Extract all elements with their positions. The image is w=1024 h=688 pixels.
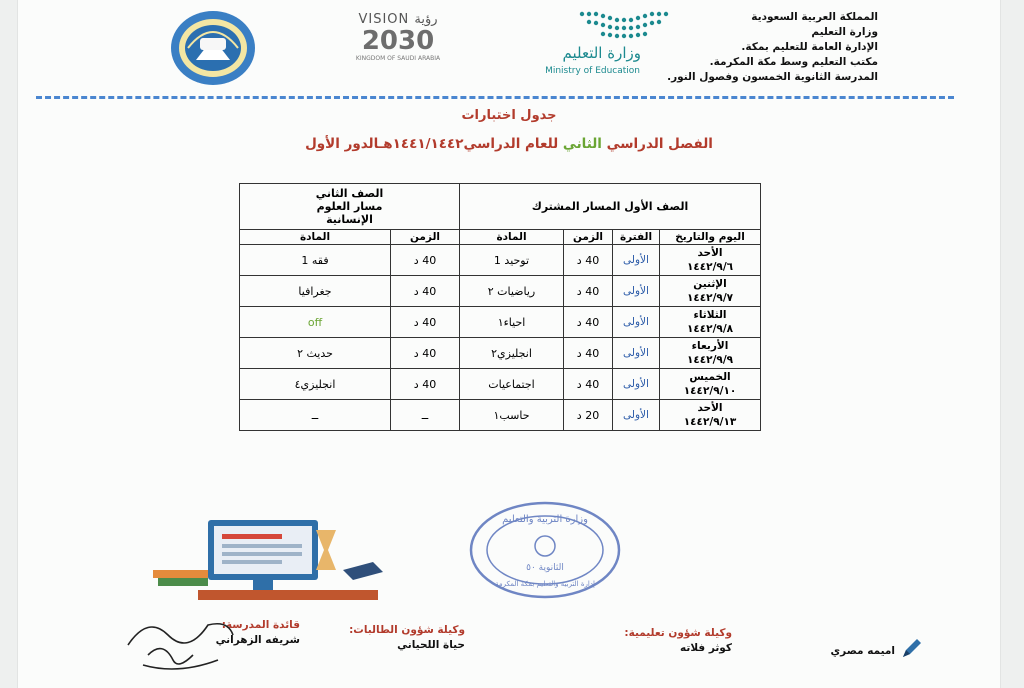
col-subject-2: المادة xyxy=(240,230,391,245)
subject-cell: رياضيات ٢ xyxy=(460,276,564,307)
ministry-line: الإدارة العامة للتعليم بمكة. xyxy=(741,41,878,53)
day-name: الأحد xyxy=(697,402,723,414)
time-cell-2: 40 د xyxy=(391,307,460,338)
official-stamp xyxy=(468,500,623,600)
time-cell-2: 40 د xyxy=(391,369,460,400)
subtitle-part: للعام الدراسي١٤٤١/١٤٤٢هـالدور الأول xyxy=(305,136,563,152)
group-second-line: مسار العلوم xyxy=(316,200,383,213)
subject-cell: اجتماعيات xyxy=(460,369,564,400)
day-name: الثلاثاء xyxy=(693,309,727,321)
period-cell: الأولى xyxy=(613,245,660,276)
prepared-by-name: اميمه مصري xyxy=(830,645,895,657)
col-subject: المادة xyxy=(460,230,564,245)
time-cell: 40 د xyxy=(564,369,613,400)
time-cell-2: 40 د xyxy=(391,338,460,369)
day-date: ١٤٤٢/٩/١٣ xyxy=(683,416,737,428)
subject-cell: احياء١ xyxy=(460,307,564,338)
table-row xyxy=(240,307,761,338)
time-cell: 40 د xyxy=(564,338,613,369)
subject-cell-2: ــ xyxy=(240,400,391,431)
moe-logo xyxy=(523,6,653,78)
day-cell xyxy=(660,245,761,276)
vision-subtitle: KINGDOM OF SAUDI ARABIA xyxy=(355,55,441,62)
subtitle-term: الثاني xyxy=(562,136,602,152)
day-cell xyxy=(660,276,761,307)
period-cell: الأولى xyxy=(613,307,660,338)
col-day-date: اليوم والتاريخ xyxy=(660,230,761,245)
group-second-line: الإنسانية xyxy=(326,213,373,226)
ministry-line: مكتب التعليم وسط مكة المكرمة. xyxy=(709,56,878,68)
ministry-line: المدرسة الثانوية الخمسون وفصول النور. xyxy=(667,71,878,83)
day-name: الأربعاء xyxy=(691,340,729,352)
table-row xyxy=(240,276,761,307)
table-group-header xyxy=(240,184,761,230)
time-cell: 40 د xyxy=(564,245,613,276)
ministry-line: المملكة العربية السعودية xyxy=(751,11,878,23)
header-divider xyxy=(36,96,954,99)
group-second-line: الصف الثاني xyxy=(315,187,384,200)
col-period: الفترة xyxy=(613,230,660,245)
col-time: الزمن xyxy=(564,230,613,245)
period-cell: الأولى xyxy=(613,369,660,400)
education-affairs-name: كوثر فلاته xyxy=(680,642,732,654)
moe-dots-icon xyxy=(577,8,677,42)
group-first-grade: الصف الأول المسار المشترك xyxy=(460,184,761,230)
subject-cell-2: off xyxy=(240,307,391,338)
table-row xyxy=(240,400,761,431)
day-name: الأحد xyxy=(697,247,723,259)
subject-cell-2: جغرافيا xyxy=(240,276,391,307)
subject-cell-2: انجليزي٤ xyxy=(240,369,391,400)
time-cell-2: 40 د xyxy=(391,276,460,307)
day-name: الخميس xyxy=(689,371,731,383)
table-row xyxy=(240,245,761,276)
vision-2030-logo xyxy=(343,12,453,78)
education-affairs-role: وكيلة شؤون تعليمية: xyxy=(624,627,732,639)
day-date: ١٤٤٢/٩/١٠ xyxy=(683,385,737,397)
principal-role: قائدة المدرسة: xyxy=(221,619,300,631)
principal-name: شريفه الزهراني xyxy=(215,634,300,646)
desk-illustration-icon xyxy=(138,510,388,610)
subject-cell-2: حديث ٢ xyxy=(240,338,391,369)
day-date: ١٤٤٢/٩/٦ xyxy=(686,261,734,273)
subject-cell: حاسب١ xyxy=(460,400,564,431)
col-time-2: الزمن xyxy=(391,230,460,245)
ministry-header xyxy=(667,10,878,85)
day-cell xyxy=(660,307,761,338)
time-cell: 20 د xyxy=(564,400,613,431)
table-row xyxy=(240,338,761,369)
day-cell xyxy=(660,369,761,400)
moe-logo-arabic: وزارة التعليم xyxy=(562,44,641,62)
group-second-grade xyxy=(240,184,460,230)
period-cell: الأولى xyxy=(613,338,660,369)
day-date: ١٤٤٢/٩/٨ xyxy=(686,323,734,335)
document-page xyxy=(18,0,1000,688)
subtitle-part: الفصل الدراسي xyxy=(601,136,713,152)
time-cell-2: ــ xyxy=(391,400,460,431)
day-name: الإثنين xyxy=(693,278,727,290)
table-column-header xyxy=(240,230,761,245)
time-cell-2: 40 د xyxy=(391,245,460,276)
handwritten-signature xyxy=(118,605,248,677)
time-cell: 40 د xyxy=(564,276,613,307)
table-row xyxy=(240,369,761,400)
time-cell: 40 د xyxy=(564,307,613,338)
pen-icon xyxy=(900,636,924,660)
students-affairs-role: وكيلة شؤون الطالبات: xyxy=(349,624,465,636)
prepared-by xyxy=(831,644,895,659)
day-date: ١٤٤٢/٩/٩ xyxy=(686,354,734,366)
day-cell xyxy=(660,400,761,431)
school-logo-icon xyxy=(168,8,258,88)
page-subtitle xyxy=(18,136,1000,152)
day-cell xyxy=(660,338,761,369)
vision-year: 2030 xyxy=(361,26,435,56)
education-affairs-signature xyxy=(624,626,732,656)
subject-cell: توحيد 1 xyxy=(460,245,564,276)
period-cell: الأولى xyxy=(613,276,660,307)
moe-logo-english: Ministry of Education xyxy=(545,66,640,76)
subject-cell-2: فقه 1 xyxy=(240,245,391,276)
exam-schedule-table xyxy=(239,183,761,431)
ministry-line: وزارة التعليم xyxy=(811,26,878,38)
stamp-line-2: الثانوية ٥٠ xyxy=(526,563,564,573)
period-cell: الأولى xyxy=(613,400,660,431)
day-date: ١٤٤٢/٩/٧ xyxy=(686,292,734,304)
students-affairs-signature xyxy=(349,623,465,653)
stamp-line-1: وزارة التربية والتعليم xyxy=(502,514,588,525)
vision-label: VISION رؤية xyxy=(358,12,438,27)
stamp-line-3: إدارة التربية والتعليم بمكة المكرمة xyxy=(495,580,595,588)
subject-cell: انجليزي٢ xyxy=(460,338,564,369)
page-title: جدول اختبارات xyxy=(461,108,557,123)
students-affairs-name: حياة اللحياني xyxy=(397,639,465,651)
